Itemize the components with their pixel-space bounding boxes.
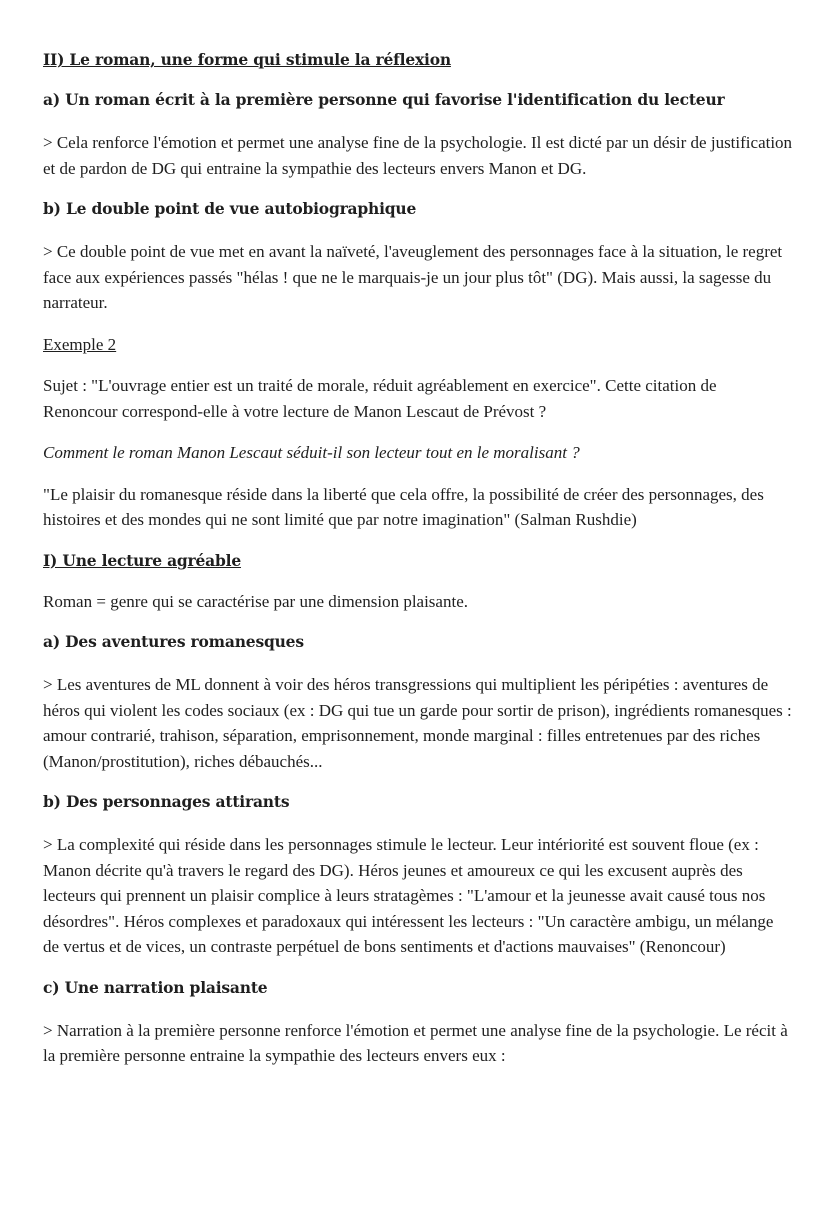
quote-paragraph: "Le plaisir du romanesque réside dans la liberté que cela offre, la possibilité de créer des personnages, des histoires et des mondes qui ne sont limité que par notre imagination" (Salman Rushdie) bbox=[43, 484, 764, 529]
heading-part-2b: b) Le double point de vue autobiographique bbox=[43, 199, 417, 218]
heading-part-1: I) Une lecture agréable bbox=[43, 550, 242, 570]
paragraph-part-1b: > La complexité qui réside dans les personnages stimule le lecteur. Leur intériorité est souvent floue (ex : Manon décrite qu'à travers le regard des DG). Héros jeunes et amoureux ce qui les excusent auprès des lecteurs qui prennent un plaisir complice à leurs stratagèmes : "L'amour et la jeunesse avait causé tous nos désordres". Héros complexes et paradoxaux qui intéressent les lecteurs : "Un caractère ambigu, un mélange de vertus et de vices, un contraste perpétuel de bons sentiments et d'actions mauvaises" (Renoncour) bbox=[43, 835, 774, 956]
problem-statement: Comment le roman Manon Lescaut séduit-il son lecteur tout en le moralisant ? bbox=[43, 443, 580, 462]
paragraph-part-2a: > Cela renforce l'émotion et permet une analyse fine de la psychologie. Il est dicté par un désir de justification et de pardon de DG qui entraine la sympathie des lecteurs envers Manon et DG. bbox=[43, 133, 793, 178]
heading-part-1b: b) Des personnages attirants bbox=[43, 792, 290, 811]
heading-part-1a: a) Des aventures romanesques bbox=[43, 632, 304, 651]
document-page bbox=[43, 48, 793, 1069]
paragraph-part-1: Roman = genre qui se caractérise par une dimension plaisante. bbox=[43, 591, 468, 611]
paragraph-part-2b: > Ce double point de vue met en avant la naïveté, l'aveuglement des personnages face à la situation, le regret face aux expériences passés "hélas ! que ne le marquais-je un jour plus tôt" (DG). Mais aussi, la sagesse du narrateur. bbox=[43, 242, 783, 312]
paragraph-part-1c: > Narration à la première personne renforce l'émotion et permet une analyse fine de la psychologie. Le récit à la première personne entraine la sympathie des lecteurs envers eux : bbox=[43, 1020, 788, 1065]
heading-part-2: II) Le roman, une forme qui stimule la réflexion bbox=[43, 50, 451, 69]
subject-paragraph: Sujet : "L'ouvrage entier est un traité de morale, réduit agréablement en exercice". Cette citation de Renoncour correspond-elle à votre lecture de Manon Lescaut de Prévost ? bbox=[43, 376, 717, 421]
example-label: Exemple 2 bbox=[43, 334, 117, 354]
heading-part-2a: a) Un roman écrit à la première personne qui favorise l'identification du lecteur bbox=[43, 90, 725, 109]
paragraph-part-1a: > Les aventures de ML donnent à voir des héros transgressions qui multiplient les péripéties : aventures de héros qui violent les codes sociaux (ex : DG qui tue un garde pour sortir de prison), ingrédients romanesques : amour contrarié, trahison, séparation, emprisonnement, monde marginal : filles entretenues par des riches (Manon/prostitution), riches débauchés... bbox=[43, 675, 792, 771]
heading-part-1c: c) Une narration plaisante bbox=[43, 977, 268, 997]
